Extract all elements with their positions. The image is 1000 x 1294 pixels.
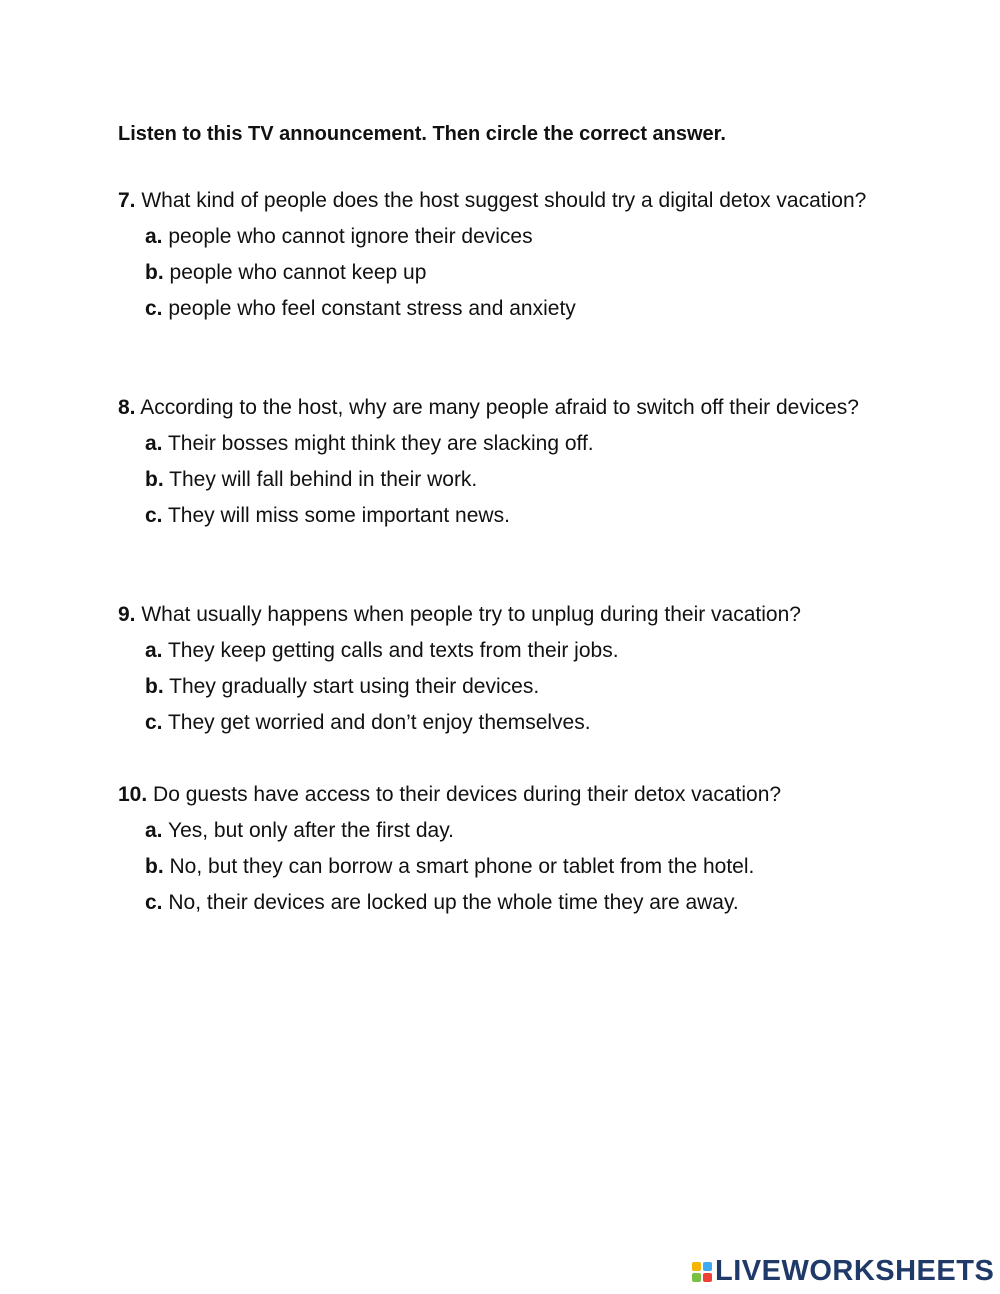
logo-square-4 <box>703 1273 712 1282</box>
options-list <box>118 637 878 736</box>
option-c[interactable] <box>118 709 878 736</box>
option-a[interactable] <box>118 430 878 457</box>
option-text: people who cannot ignore their devices <box>168 225 533 248</box>
option-text: They keep getting calls and texts from their jobs. <box>167 639 619 662</box>
question-prompt: According to the host, why are many people afraid to switch off their devices? <box>140 396 859 419</box>
option-b[interactable] <box>118 673 878 700</box>
option-c[interactable] <box>118 295 878 322</box>
option-a[interactable] <box>118 817 878 844</box>
question-prompt: Do guests have access to their devices during their detox vacation? <box>153 783 782 806</box>
question-text <box>118 394 878 421</box>
option-text: Their bosses might think they are slacking off. <box>167 432 594 455</box>
liveworksheets-logo <box>692 1255 994 1288</box>
question-number: 9. <box>118 603 136 626</box>
options-list <box>118 430 878 529</box>
option-letter: b. <box>145 261 164 284</box>
logo-mark-icon <box>692 1262 712 1282</box>
option-letter: c. <box>145 891 163 914</box>
option-text: people who feel constant stress and anxiety <box>168 297 576 320</box>
question-7 <box>118 187 878 322</box>
question-text <box>118 781 878 808</box>
question-10 <box>118 781 878 916</box>
option-text: No, but they can borrow a smart phone or tablet from the hotel. <box>169 855 755 878</box>
question-number: 8. <box>118 396 136 419</box>
question-text <box>118 187 878 214</box>
option-letter: a. <box>145 432 163 455</box>
option-text: people who cannot keep up <box>169 261 427 284</box>
option-letter: a. <box>145 639 163 662</box>
question-number: 7. <box>118 189 136 212</box>
option-text: They will fall behind in their work. <box>169 468 478 491</box>
logo-square-1 <box>692 1262 701 1271</box>
question-prompt: What usually happens when people try to unplug during their vacation? <box>141 603 801 626</box>
option-b[interactable] <box>118 466 878 493</box>
option-text: They get worried and don’t enjoy themselves. <box>167 711 591 734</box>
option-letter: a. <box>145 225 163 248</box>
option-c[interactable] <box>118 502 878 529</box>
option-letter: a. <box>145 819 163 842</box>
option-a[interactable] <box>118 637 878 664</box>
option-b[interactable] <box>118 259 878 286</box>
option-letter: b. <box>145 855 164 878</box>
instructions-heading: Listen to this TV announcement. Then circle the correct answer. <box>118 123 726 145</box>
logo-square-2 <box>703 1262 712 1271</box>
option-letter: c. <box>145 711 163 734</box>
option-text: They will miss some important news. <box>167 504 510 527</box>
option-c[interactable] <box>118 889 878 916</box>
question-prompt: What kind of people does the host suggest should try a digital detox vacation? <box>141 189 867 212</box>
option-text: They gradually start using their devices. <box>169 675 540 698</box>
logo-text: LIVEWORKSHEETS <box>715 1255 995 1287</box>
question-text <box>118 601 878 628</box>
option-letter: b. <box>145 675 164 698</box>
option-letter: b. <box>145 468 164 491</box>
option-text: No, their devices are locked up the whole time they are away. <box>168 891 739 914</box>
question-number: 10. <box>118 783 148 806</box>
option-a[interactable] <box>118 223 878 250</box>
logo-square-3 <box>692 1273 701 1282</box>
options-list <box>118 817 878 916</box>
question-9 <box>118 601 878 736</box>
option-letter: c. <box>145 297 163 320</box>
option-letter: c. <box>145 504 163 527</box>
option-b[interactable] <box>118 853 878 880</box>
question-8 <box>118 394 878 529</box>
options-list <box>118 223 878 322</box>
option-text: Yes, but only after the first day. <box>167 819 454 842</box>
